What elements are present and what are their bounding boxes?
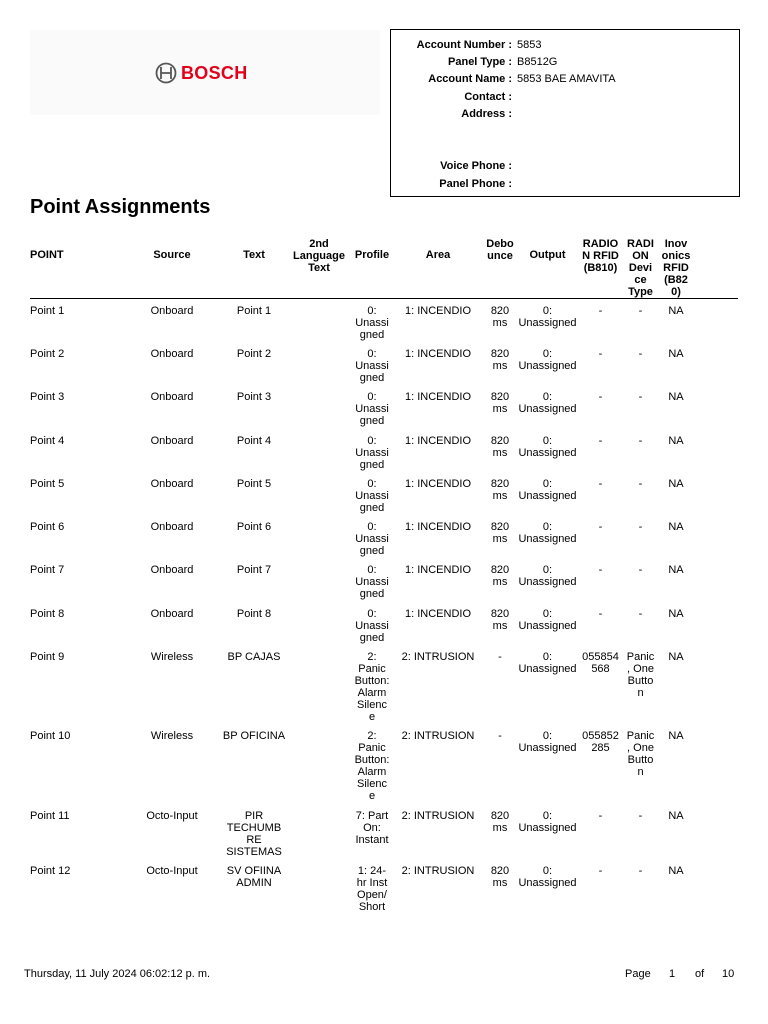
cell-radion-device-type: - [638, 478, 643, 490]
cell-debounce: 820 ms [490, 478, 510, 502]
account-label: Account Number : [416, 39, 512, 51]
cell-inovonics-rfid: NA [668, 608, 684, 620]
bosch-logo [155, 62, 248, 84]
cell-profile: 1: 24-hr Inst Open/ Short [356, 865, 388, 913]
column-header-source: Source [153, 249, 191, 261]
cell-source: Wireless [150, 730, 194, 742]
cell-debounce: 820 ms [490, 608, 510, 632]
cell-output: 0: Unassigned [518, 305, 577, 329]
cell-radion-device-type: - [638, 305, 643, 317]
account-value: B8512G [517, 56, 558, 68]
account-info-box [390, 29, 740, 197]
column-header-radion-device-type: RADI ON Devi ce Type [627, 238, 654, 298]
column-header-text: Text [243, 249, 265, 261]
cell-radion-rfid: 055854 568 [582, 651, 619, 675]
column-header-profile: Profile [354, 249, 390, 261]
cell-debounce: 820 ms [490, 391, 510, 415]
cell-output: 0: Unassigned [518, 478, 577, 502]
cell-debounce: 820 ms [490, 564, 510, 588]
account-label: Address : [461, 108, 512, 120]
cell-radion-rfid: - [598, 435, 603, 447]
page-title: Point Assignments [30, 196, 211, 218]
cell-output: 0: Unassigned [518, 391, 577, 415]
cell-radion-rfid: - [598, 305, 603, 317]
cell-profile: 0: Unassi gned [355, 478, 389, 514]
cell-text: Point 4 [236, 435, 272, 447]
cell-inovonics-rfid: NA [668, 435, 684, 447]
cell-inovonics-rfid: NA [668, 521, 684, 533]
cell-output: 0: Unassigned [518, 435, 577, 459]
cell-profile: 0: Unassi gned [355, 608, 389, 644]
cell-text: Point 2 [236, 348, 272, 360]
cell-radion-device-type: - [638, 348, 643, 360]
footer-page-number: 1 [669, 968, 676, 980]
cell-point: Point 3 [30, 391, 65, 403]
cell-point: Point 10 [30, 730, 71, 742]
cell-debounce: - [498, 730, 502, 742]
cell-area: 1: INCENDIO [404, 478, 471, 490]
brand-name: BOSCH [181, 62, 248, 83]
cell-radion-device-type: - [638, 608, 643, 620]
cell-output: 0: Unassigned [518, 865, 577, 889]
cell-debounce: 820 ms [490, 521, 510, 545]
cell-source: Onboard [150, 478, 194, 490]
cell-point: Point 5 [30, 478, 65, 490]
column-header-debounce: Debo unce [486, 238, 514, 262]
cell-source: Onboard [150, 305, 194, 317]
cell-text: Point 3 [236, 391, 272, 403]
account-label: Voice Phone : [440, 160, 512, 172]
cell-debounce: 820 ms [490, 865, 510, 889]
cell-text: PIR TECHUMB RE SISTEMAS [226, 810, 282, 858]
cell-inovonics-rfid: NA [668, 564, 684, 576]
cell-radion-device-type: - [638, 435, 643, 447]
cell-inovonics-rfid: NA [668, 348, 684, 360]
cell-debounce: 820 ms [490, 348, 510, 372]
account-value: 5853 [517, 39, 542, 51]
cell-radion-rfid: 055852 285 [582, 730, 619, 754]
column-header-area: Area [425, 249, 451, 261]
cell-point: Point 4 [30, 435, 65, 447]
cell-inovonics-rfid: NA [668, 865, 684, 877]
cell-radion-rfid: - [598, 391, 603, 403]
cell-text: Point 8 [236, 608, 272, 620]
cell-debounce: 820 ms [490, 810, 510, 834]
footer-of-label: of [695, 968, 705, 980]
cell-area: 1: INCENDIO [404, 608, 471, 620]
cell-profile: 0: Unassi gned [355, 435, 389, 471]
cell-area: 1: INCENDIO [404, 305, 471, 317]
account-label: Account Name : [428, 73, 512, 85]
cell-source: Onboard [150, 348, 194, 360]
cell-text: Point 5 [236, 478, 272, 490]
cell-radion-device-type: - [638, 810, 643, 822]
cell-inovonics-rfid: NA [668, 478, 684, 490]
cell-output: 0: Unassigned [518, 810, 577, 834]
cell-profile: 0: Unassi gned [355, 348, 389, 384]
cell-area: 1: INCENDIO [404, 521, 471, 533]
cell-debounce: - [498, 651, 502, 663]
account-label: Panel Type : [448, 56, 512, 68]
cell-inovonics-rfid: NA [668, 651, 684, 663]
cell-radion-rfid: - [598, 564, 603, 576]
account-value: 5853 BAE AMAVITA [517, 73, 616, 85]
cell-source: Onboard [150, 608, 194, 620]
account-label: Contact : [464, 91, 512, 103]
cell-profile: 0: Unassi gned [355, 564, 389, 600]
cell-source: Wireless [150, 651, 194, 663]
cell-source: Onboard [150, 391, 194, 403]
cell-profile: 0: Unassi gned [355, 305, 389, 341]
cell-point: Point 7 [30, 564, 65, 576]
cell-area: 2: INTRUSION [401, 651, 475, 663]
column-header-radion-rfid: RADIO N RFID (B810) [582, 238, 619, 274]
cell-text: SV OFIINA ADMIN [226, 865, 282, 889]
cell-point: Point 12 [30, 865, 71, 877]
cell-source: Octo-Input [146, 810, 198, 822]
cell-radion-rfid: - [598, 865, 603, 877]
cell-area: 1: INCENDIO [404, 391, 471, 403]
cell-profile: 0: Unassi gned [355, 521, 389, 557]
cell-radion-rfid: - [598, 521, 603, 533]
cell-text: BP OFICINA [222, 730, 286, 742]
cell-radion-device-type: - [638, 391, 643, 403]
cell-output: 0: Unassigned [518, 608, 577, 632]
account-label: Panel Phone : [439, 178, 512, 190]
column-header-output: Output [529, 249, 566, 261]
cell-profile: 7: Part On: Instant [355, 810, 389, 846]
cell-profile: 2: Panic Button: Alarm Silenc e [354, 730, 390, 802]
cell-radion-rfid: - [598, 348, 603, 360]
cell-debounce: 820 ms [490, 305, 510, 329]
cell-output: 0: Unassigned [518, 564, 577, 588]
column-header-second-language-text: 2nd Language Text [293, 238, 345, 274]
cell-profile: 2: Panic Button: Alarm Silenc e [354, 651, 390, 723]
cell-inovonics-rfid: NA [668, 810, 684, 822]
cell-output: 0: Unassigned [518, 651, 577, 675]
cell-area: 1: INCENDIO [404, 348, 471, 360]
cell-radion-rfid: - [598, 478, 603, 490]
cell-source: Onboard [150, 521, 194, 533]
cell-text: Point 7 [236, 564, 272, 576]
cell-source: Octo-Input [146, 865, 198, 877]
cell-radion-device-type: Panic , One Butto n [626, 730, 655, 778]
cell-text: BP CAJAS [227, 651, 281, 663]
cell-inovonics-rfid: NA [668, 730, 684, 742]
cell-point: Point 1 [30, 305, 65, 317]
cell-debounce: 820 ms [490, 435, 510, 459]
cell-radion-device-type: - [638, 521, 643, 533]
cell-area: 1: INCENDIO [404, 564, 471, 576]
cell-radion-device-type: - [638, 865, 643, 877]
cell-area: 2: INTRUSION [401, 730, 475, 742]
cell-radion-device-type: - [638, 564, 643, 576]
column-header-point: POINT [30, 249, 64, 261]
cell-text: Point 1 [236, 305, 272, 317]
cell-output: 0: Unassigned [518, 348, 577, 372]
cell-point: Point 8 [30, 608, 65, 620]
cell-area: 1: INCENDIO [404, 435, 471, 447]
cell-source: Onboard [150, 564, 194, 576]
cell-area: 2: INTRUSION [401, 810, 475, 822]
cell-point: Point 6 [30, 521, 65, 533]
cell-radion-rfid: - [598, 810, 603, 822]
column-header-inovonics-rfid: Inov onics RFID (B82 0) [661, 238, 691, 298]
cell-point: Point 9 [30, 651, 65, 663]
cell-point: Point 11 [30, 810, 70, 822]
footer-page-label: Page [625, 968, 651, 980]
cell-radion-device-type: Panic , One Butto n [626, 651, 655, 699]
cell-source: Onboard [150, 435, 194, 447]
bosch-armature-icon [155, 62, 177, 84]
cell-radion-rfid: - [598, 608, 603, 620]
cell-text: Point 6 [236, 521, 272, 533]
cell-area: 2: INTRUSION [401, 865, 475, 877]
cell-output: 0: Unassigned [518, 521, 577, 545]
cell-profile: 0: Unassi gned [355, 391, 389, 427]
cell-output: 0: Unassigned [518, 730, 577, 754]
footer-page-total: 10 [722, 968, 735, 980]
cell-inovonics-rfid: NA [668, 305, 684, 317]
cell-point: Point 2 [30, 348, 65, 360]
footer-date: Thursday, 11 July 2024 06:02:12 p. m. [24, 968, 211, 980]
cell-inovonics-rfid: NA [668, 391, 684, 403]
